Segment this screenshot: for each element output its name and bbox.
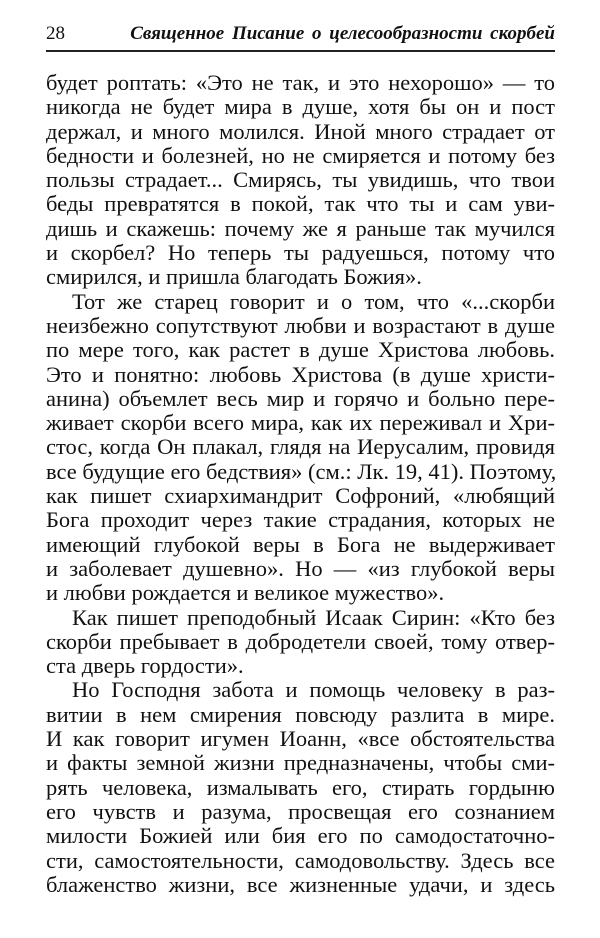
text-line: неизбежно сопутствуют любви и возрастают в душе xyxy=(46,312,555,338)
text-line: живает скорби всего мира, как их переживал и Хри- xyxy=(46,410,555,436)
text-line: его чувств и разума, просвещая его сознанием xyxy=(46,798,555,824)
text-line: рять человека, измалывать его, стирать гордыню xyxy=(46,774,555,800)
text-line: имеющий глубокой веры в Бога не выдерживает xyxy=(46,531,555,557)
text-line: витии в нем смирения повсюду разлита в мире. xyxy=(46,701,555,727)
text-line: Как пишет преподобный Исаак Сирин: «Кто без xyxy=(72,604,555,630)
text-line: милости Божией или бия его по самодостаточно- xyxy=(46,823,555,849)
text-line: Это и понятно: любовь Христова (в душе христи- xyxy=(46,361,555,387)
text-line: бедности и болезней, но не смиряется и потому без xyxy=(46,142,555,168)
text-line: беды превратятся в покой, так что ты и сам уви- xyxy=(46,191,555,217)
text-line: блаженство жизни, все жизненные удачи, и здесь xyxy=(46,871,555,897)
text-line: скорби пребывает в добродетели своей, тому отвер- xyxy=(46,628,555,654)
text-line: И как говорит игумен Иоанн, «все обстоятельства xyxy=(46,726,555,752)
text-line: сти, самостоятельности, самодовольству. Здесь все xyxy=(46,847,555,873)
running-header xyxy=(46,22,555,52)
text-line: держал, и много молился. Иной много страдает от xyxy=(46,118,555,144)
text-line: стос, когда Он плакал, глядя на Иерусалим, провидя xyxy=(46,434,555,460)
text-line: и заболевает душевно». Но — «из глубокой веры xyxy=(46,555,555,581)
text-line: никогда не будет мира в душе, хотя бы он и пост xyxy=(46,94,555,120)
text-line: и факты земной жизни предназначены, чтобы сми- xyxy=(46,750,555,776)
text-line: Тот же старец говорит и о том, что «...скорби xyxy=(72,288,555,314)
text-line: будет роптать: «Это не так, и это нехорошо» — то xyxy=(46,70,555,95)
text-line: дишь и скажешь: почему же я раньше так мучился xyxy=(46,215,555,241)
text-line: все будущие его бедствия» (см.: Лк. 19, 41). Поэтому, xyxy=(46,458,557,484)
text-line: и скорбел? Но теперь ты радуешься, потому что xyxy=(46,240,555,266)
text-line: смирился, и пришла благодать Божия». xyxy=(46,264,422,290)
text-line: ста дверь гордости». xyxy=(46,653,244,679)
page-body xyxy=(46,71,555,897)
text-line: Но Господня забота и помощь человеку в раз- xyxy=(72,677,555,703)
page-number: 28 xyxy=(46,23,65,44)
text-line: Бога проходит через такие страдания, которых не xyxy=(46,507,555,533)
text-line: и любви рождается и великое мужество». xyxy=(46,580,445,606)
running-title: Священное Писание о целесообразности скорбей xyxy=(130,23,555,44)
text-line: анина) объемлет весь мир и горячо и больно пере- xyxy=(46,385,555,411)
text-line: пользы страдает... Смирясь, ты увидишь, что твои xyxy=(46,167,555,193)
text-line: по мере того, как растет в душе Христова любовь. xyxy=(46,337,555,363)
text-line: как пишет схиархимандрит Софроний, «любящий xyxy=(46,483,555,509)
